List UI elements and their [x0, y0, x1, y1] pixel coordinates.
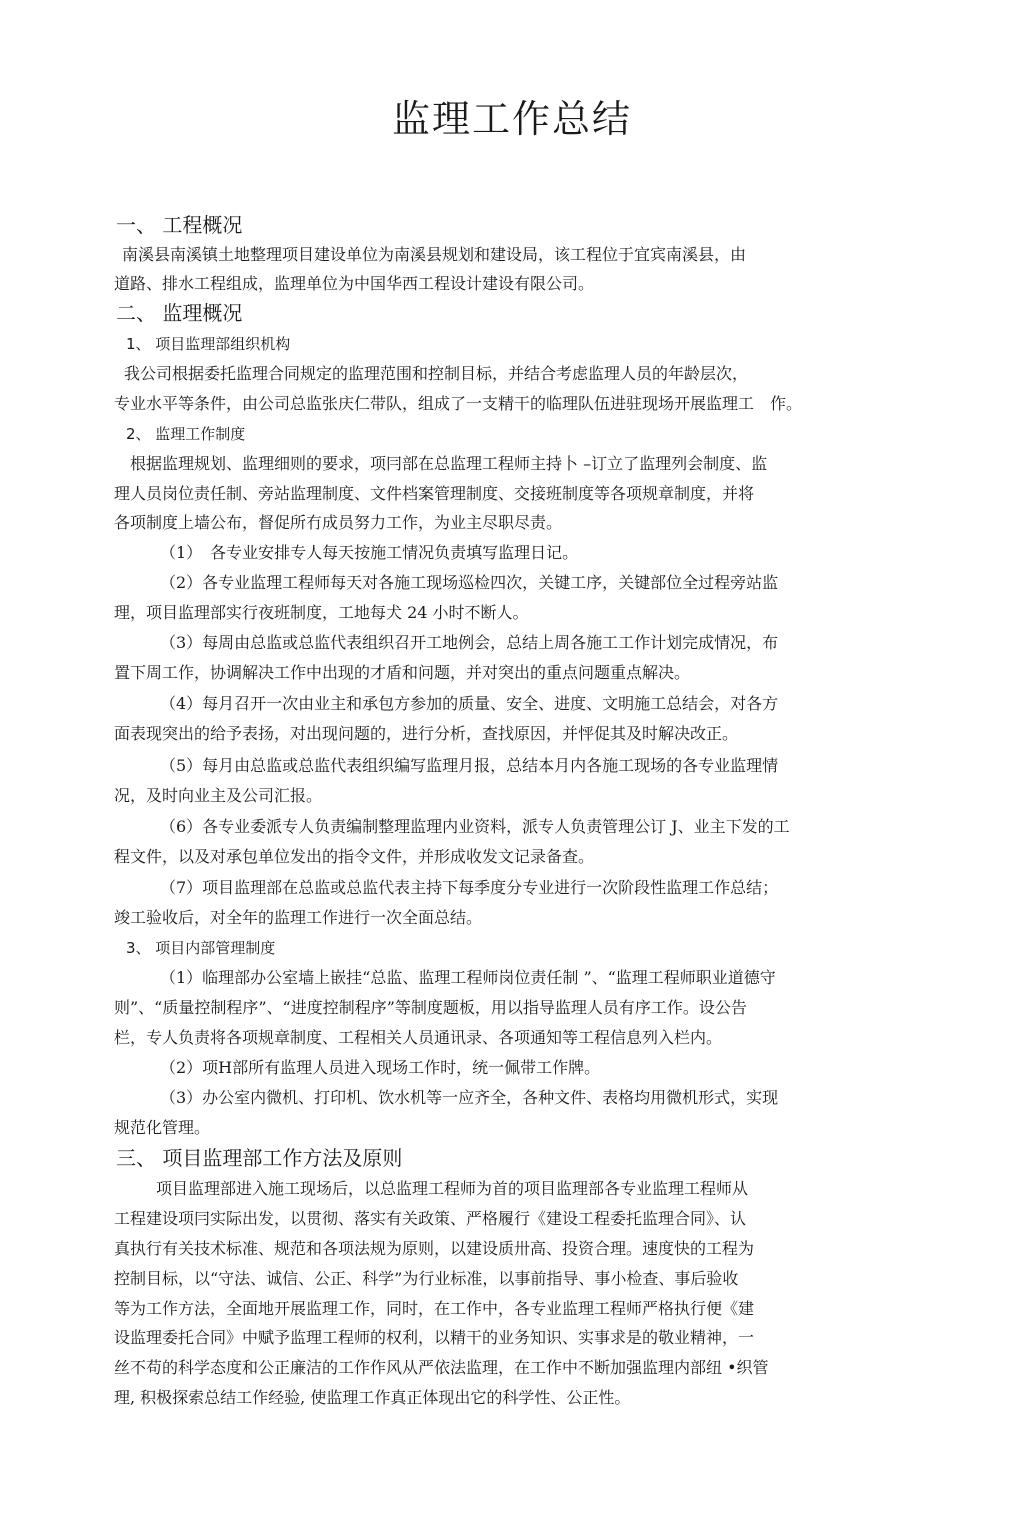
- paragraph-line: 设监理委托合同》中赋予监理工程师的权利，以精干的业务知识、实事求是的敬业精神，一: [114, 1328, 755, 1347]
- list-item-3-cont: 置下周工作，协调解决工作中出现的才盾和问题，并对突出的重点问题重点解决。: [114, 663, 691, 682]
- list-item-1-cont: 则”、“质量控制程序”、“进度控制程序”等制度题板，用以指导监理人员有序工作。设公告: [114, 998, 747, 1017]
- subsection-2-heading: 2、 监理工作制度: [126, 425, 246, 443]
- subsection-1-heading: 1、 项目监理部组织机构: [126, 335, 291, 353]
- list-item-4-cont: 面表现突出的给予表扬，对出现问题的，进行分析，查找原因，并怦促其及时解决改正。: [114, 724, 739, 743]
- list-item-6: （6）各专业委派专人负责编制整理监理内业资料，派专人负责管理公订 J、业主下发的工: [160, 817, 790, 836]
- list-item-6-cont: 程文件，以及对承包单位发出的指令文件，并形成收发文记录备查。: [114, 847, 595, 866]
- list-item-5-cont: 况，及时向业主及公司汇报。: [114, 786, 323, 805]
- list-item-7-cont: 竣工验收后，对全年的监理工作进行一次全面总结。: [114, 908, 483, 927]
- list-item-3-cont: 规范化管理。: [114, 1118, 211, 1137]
- list-item-2: （2）项H部所有监理人员进入现场工作时，统一佩带工作牌。: [160, 1058, 601, 1077]
- section-1-text-line: 道路、排水工程组成，监理单位为中国华西工程设计建设有限公司。: [114, 274, 595, 293]
- section-1-text-line: 南溪县南溪镇土地整理项目建设单位为南溪县规划和建设局，该工程位于宜宾南溪县，由: [122, 245, 747, 264]
- list-item-3: （3）办公室内微机、打印机、饮水机等一应齐全，各种文件、表格均用微机形式，实现: [160, 1088, 779, 1107]
- section-1-heading: 一、 工程概况: [116, 213, 243, 237]
- list-item-7: （7）项目监理部在总监或总监代表主持下每季度分专业进行一次阶段性监理工作总结；: [160, 878, 779, 897]
- paragraph-line: 各项制度上墙公布，督促所冇成员努力工作，为业主尽职尽责。: [114, 513, 563, 532]
- paragraph-line: 等为工作方法，全面地开展监理工作，同时，在工作中，各专业监理工程师严格执行便《建: [114, 1299, 755, 1318]
- paragraph-line: 工程建设项冃实际出发，以贯彻、落实有关政策、严格履行《建设工程委托监理合同》、认: [114, 1209, 747, 1228]
- document-title: 监理工作总结: [391, 97, 632, 141]
- list-item-2-cont: 理，项目监理部实行夜班制度，工地每犬 24 小时不断人。: [114, 603, 529, 622]
- section-3-heading: 三、 项目监理部工作方法及原则: [116, 1146, 403, 1170]
- list-item-5: （5）每月由总监或总监代表组织编写监理月报，总结本月内各施工现场的各专业监理情: [160, 756, 779, 775]
- paragraph-line: 真执行有关技术标准、规范和各项法规为原则，以建设质卅高、投资合理。速度快的工程为: [114, 1239, 755, 1258]
- list-item-4: （4）每月召开一次由业主和承包方参加的质量、安全、进度、文明施工总结会，对各方: [160, 694, 779, 713]
- paragraph-line: 项目监理部进入施工现场后，以总监理工程师为首的项目监理部各专业监理工程师从: [156, 1179, 749, 1198]
- paragraph-line: 专业水平等条件，由公司总监张庆仁带队，组成了一支精干的临理队伍进驻现场开展监理工 作。: [114, 394, 803, 413]
- paragraph-line: 丝不苟的科学态度和公正廉洁的工作作风从严依法监理，在工作中不断加强监理内部纽 •织管: [114, 1358, 769, 1377]
- list-item-1-cont: 栏，专人负责将各项规章制度、工程相关人员通讯录、各项通知等工程信息列入栏内。: [114, 1028, 723, 1047]
- paragraph-line: 理, 积极探索总结工作经验, 使监理工作真正体现出它的科学性、公正性。: [114, 1388, 631, 1407]
- list-item-1: （1） 各专业安排专人每天按施工情况负责填写监理日记。: [160, 543, 579, 562]
- list-item-1: （1）临理部办公室墙上嵌挂“总监、监理工程师岗位责任制 ”、“监理工程师职业道德守: [160, 968, 776, 987]
- section-2-heading: 二、 监理概况: [116, 301, 243, 325]
- paragraph-line: 根据监理规划、监理细则的要求，项冃部在总监理工程师主持卜 –订立了监理列会制度、监: [130, 454, 768, 473]
- list-item-3: （3）每周由总监或总监代表组织召开工地例会，总结上周各施工工作计划完成情况，布: [160, 633, 779, 652]
- subsection-3-heading: 3、 项目内部管理制度: [126, 939, 276, 957]
- paragraph-line: 控制目标，以“守法、诚信、公正、科学”为行业标准，以事前指导、事小检查、事后验收: [114, 1269, 739, 1288]
- paragraph-line: 理人员岗位责任制、旁站监理制度、文件档案管理制度、交接班制度等各项规章制度，并将: [114, 484, 755, 503]
- list-item-2: （2）各专业监理工程师每天对各施工现场巡检四次，关键工序，关键部位全过程旁站监: [160, 573, 779, 592]
- paragraph-line: 我公司根据委托监理合同规定的监理范围和控制目标，并结合考虑监理人员的年龄层次，: [124, 364, 749, 383]
